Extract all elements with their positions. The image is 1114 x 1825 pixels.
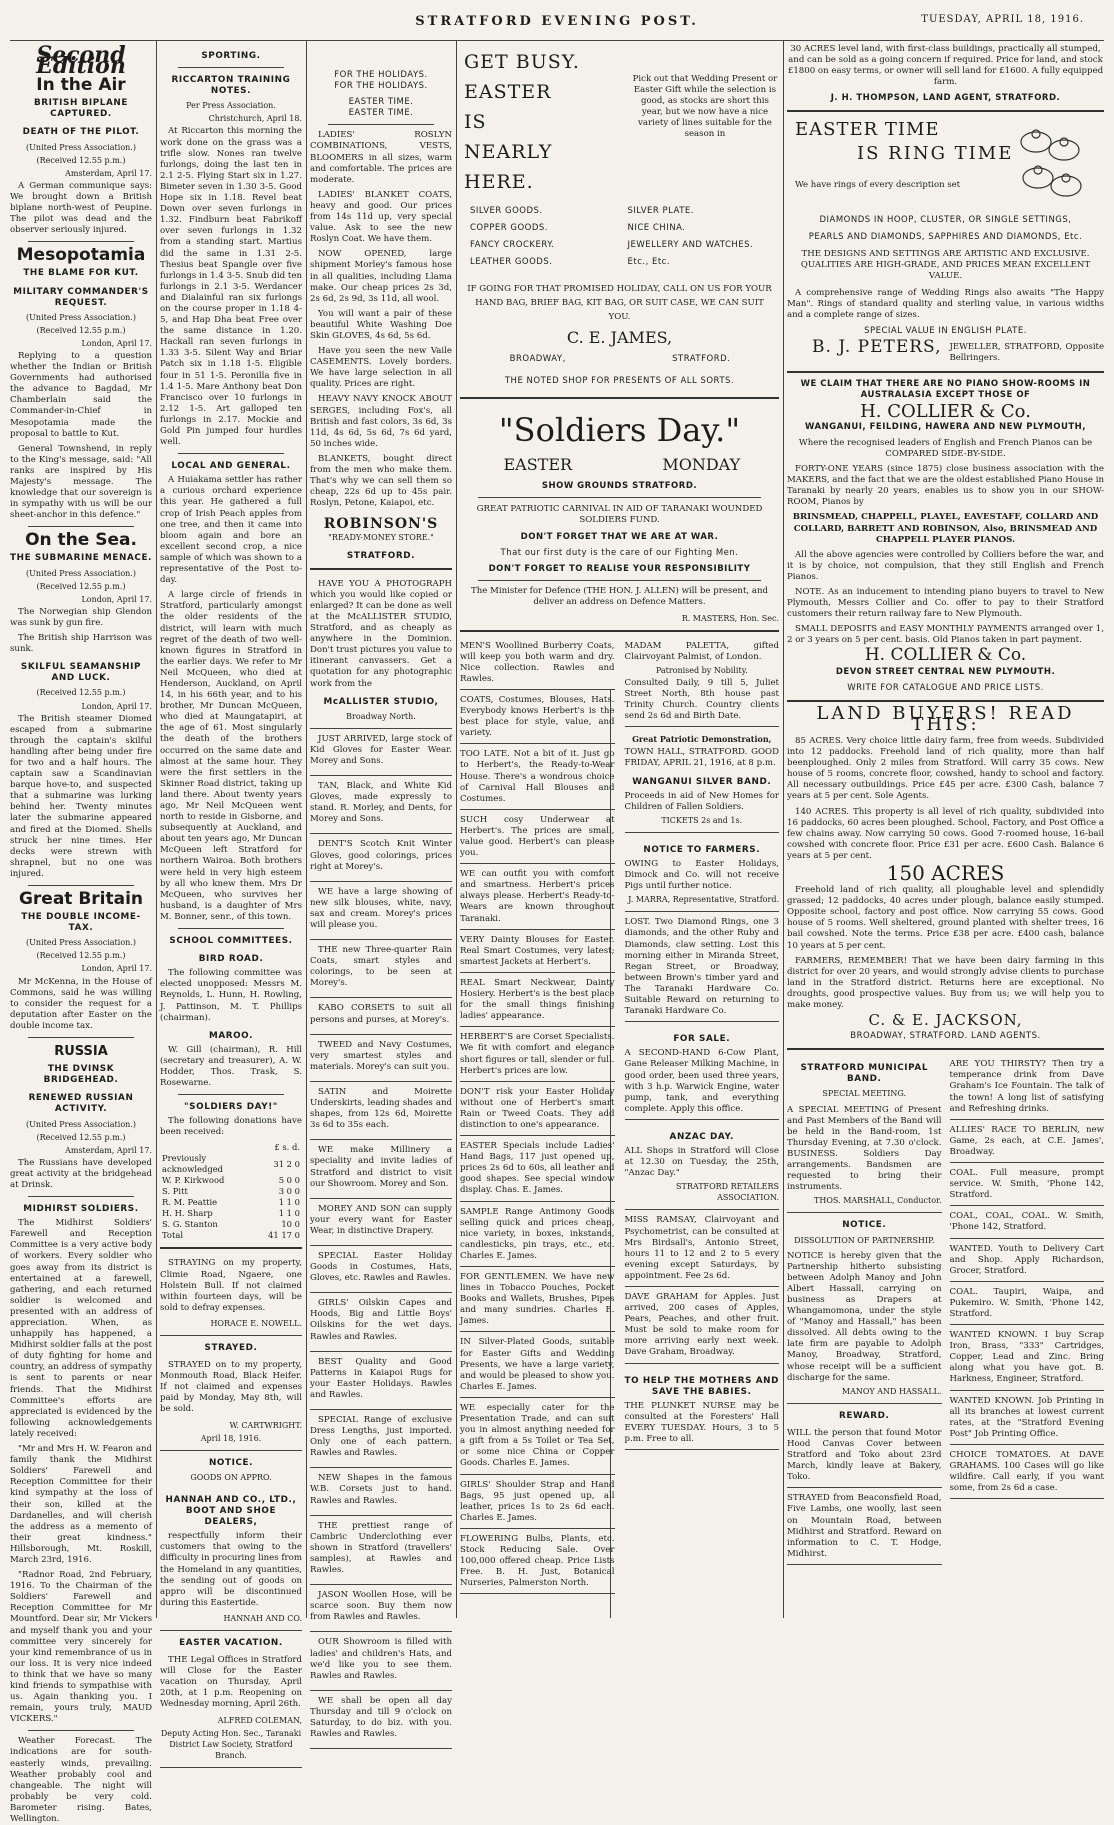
divider	[178, 67, 284, 68]
advert-line: STRATFORD.	[346, 550, 416, 561]
table-row: S. Pitt 3 0 0	[162, 1186, 300, 1197]
headline: RICCARTON TRAINING NOTES.	[171, 75, 291, 97]
advert-item: HEAVY NAVY KNOCK ABOUT SERGES, including Fox's, all British and fast colors, 3s 6d, 3s 11d, 4s 6d, 5s 6d, 7s 6d yard, 50 inches wide.	[310, 394, 452, 449]
advert-line: WE CLAIM THAT THERE ARE NO PIANO SHOW-ROOMS IN AUSTRALASIA EXCEPT THOSE OF	[800, 378, 1091, 400]
headline: RENEWED RUSSIAN ACTIVITY.	[28, 1093, 134, 1115]
advert-item: NOW OPENED, large shipment Morley's famous hose in all qualities, including Llama make. Our cheap prices 2s 3d, 2s 6d, 2s 9d, 3s 11d, all wool.	[310, 249, 452, 304]
headline: THE BLAME FOR KUT.	[23, 268, 139, 279]
article-text: Mr McKenna, in the House of Commons, said he was willing to consider the request for a deputation after Easter on the double income tax.	[10, 976, 152, 1031]
divider	[787, 371, 1104, 373]
masthead-title: STRATFORD EVENING POST.	[415, 14, 699, 29]
advert-line: That our first duty is the care of our Fighting Men.	[500, 548, 739, 559]
dateline: Amsterdam, April 17.	[65, 168, 152, 178]
divider	[28, 885, 134, 886]
divider	[178, 1094, 284, 1095]
received: (Received 12.55 p.m.)	[36, 951, 126, 961]
advert: STRAYED on to my property, Monmouth Road, Black Heifer. If not claimed and expenses paid by Monday, May 8th, will be sold. W. CARTWRIGHT. April 18, 1916.	[160, 1357, 302, 1451]
advert: WE shall be open all day Thursday and till 9 o'clock on Saturday, to do biz. with you. Rawles and Rawles.	[310, 1693, 452, 1749]
article-text: "Radnor Road, 2nd February, 1916. To the Chairman of the Soldiers' Farewell and Reception Committee for Mr Mountford. Dear sir, Mr Vickers and myself thank you and your committee very sincerely for your kind remembrance of us in our loss. It is very nice indeed to think that we have so many kind friends to sympathise with us. Again thanking you. I remain, yours truly, MAUD VICKERS."	[10, 1570, 152, 1725]
peters: B. J. PETERS, JEWELLER, STRATFORD, Opposite Bellringers.	[812, 337, 1104, 364]
advert: THE prettiest range of Cambric Underclothing ever shown in Stratford (travellers' samples), at Rawles and Rawles.	[310, 1518, 452, 1585]
ring-icon	[1016, 122, 1086, 206]
column-adverts	[460, 44, 779, 1616]
table-row: R. M. Peattie 1 1 0	[162, 1197, 300, 1208]
article-text: A Huiakama settler has rather a curious orchard experience this year. He gathered a full crop of Irish Peach apples from one tree, and then it came into bloom again and bore an excellent second crop, a nice sample of which was shown to a representative of the Post to-day.	[160, 475, 302, 586]
headline: BRITISH BIPLANE CAPTURED.	[34, 98, 128, 120]
column-land	[787, 44, 1104, 1616]
article-text: Replying to a question whether the Indian or British Governments had authorised the advance to Bagdad, Mr Chamberlain said the Commander-in-Chief in Mesopotamia made the proposal to battle to Kut.	[10, 350, 152, 439]
article-text: The following donations have been received:	[160, 1116, 302, 1138]
dateline: London, April 17.	[81, 701, 152, 711]
advert-line: BROADWAY, STRATFORD. LAND AGENTS.	[850, 1031, 1041, 1042]
collier-title: H. COLLIER & Co.	[860, 400, 1031, 422]
adverts-left: MEN'S Woollined Burberry Coats, will keep you both warm and dry. Nice collection. Rawles and Rawles. COATS, Costumes, Blouses, Hats. Everybody knows Herbert's is the best place for style, value, and variety. TOO LATE. Not a bit of it. Just go to Herbert's, the Ready-to-Wear House. There's a wondrous choice of Carnival Hall Blouses and Costumes. SUCH cosy Underwear at Herbert's. The prices are small, value good. Herbert's can please you. WE can outfit you with comfort and smartness. Herbert's prices always please. Herbert's Ready-to-Wears are known throughout Taranaki. VERY Dainty Blouses for Easter. Real Smart Costumes, very latest; smartest Jackets at Herbert's. REAL Smart Neckwear, Dainty Hosiery. Herbert's is the best place for the small things finishing ladies' appearance. HERBERT'S are Corset Specialists. We fit with comfort and elegance short figures or tall, slender or full. Herbert's prices are low. DON'T risk your Easter Holiday without one of Herbert's smart Rain or Tweed Coats. They add distinction to one's appearance. EASTER Specials include Ladies' Hand Bags, 117 just opened up, prices 2s 6d to 60s, all leather and good shapes. See special window display. Chas. E. James. SAMPLE Range Antimony Goods selling quick and prices cheap, nice variety, in boxes, inkstands, candlesticks, pin trays, etc., etc. Charles E. James. FOR GENTLEMEN. We have new lines in Tobacco Pouches, Pocket Books and Wallets, Brushes, Pipes and many sundries. Charles E. James. IN Silver-Plated Goods, suitable for Easter Gifts and Wedding Presents, we have a large variety, and would be pleased to show you. Charles E. James. WE especially cater for the Presentation Trade, and can suit you in almost anything needed for a gift from a 5s Toilet or Tea Set, or some nice China or Copper Goods. Charles E. James. GIRLS' Shoulder Strap and Hand Bags, 95 just opened up, all leather, prices 1s to 2s 6d each. Charles E. James. FLOWERING Bulbs, Plants, etc. Stock Reducing Sale. Over 100,000 offered cheap. Price Lists Free. B. H. Just, Botanical Nurseries, Palmerston North.	[460, 638, 615, 1597]
advert: SPECIAL Easter Holiday Goods in Costumes, Hats, Gloves, etc. Rawles and Rawles.	[310, 1248, 452, 1293]
advert: WE have a large showing of new silk blouses, white, navy, sax and cream. Morey's prices will please you.	[310, 884, 452, 940]
dateline: Christchurch, April 18.	[208, 114, 302, 124]
advert-item: Have you seen the new Vaile CASEMENTS. Lovely borders. We have large selection in all quality. Prices are right.	[310, 346, 452, 390]
dateline: London, April 17.	[81, 594, 152, 604]
divider	[28, 1037, 134, 1038]
advert: BEST Quality and Good Patterns in Kaiapoi Rugs for your Easter Holidays. Rawles and Rawles.	[310, 1354, 452, 1410]
advert-text: SMALL DEPOSITS and EASY MONTHLY PAYMENTS arranged over 1, 2 or 3 years on 5 per cent. basis. Old Pianos taken in part payment.	[787, 624, 1104, 646]
divider	[328, 124, 434, 125]
headline-sea: On the Sea.	[25, 530, 137, 551]
table-row: S. G. Stanton 10 0	[162, 1219, 300, 1230]
advert-text: Where the recognised leaders of English and French Pianos can be COMPARED SIDE-BY-SIDE.	[798, 437, 1093, 459]
headline: STRAYED.	[204, 1343, 258, 1353]
headline: BIRD ROAD.	[198, 954, 264, 965]
headline: SCHOOL COMMITTEES.	[169, 936, 293, 947]
advert-text: 140 ACRES. This property is all level of rich quality, subdivided into 16 paddocks, 60 acres been ploughed. School, Factory, and Post Office a few chains away. Now carrying 50 cows. Good 7-roomed house, 16-bail cowshed with concrete floor. Price £31 per acre. £600 Cash. Balance 6 years at 5 per cent.	[787, 806, 1104, 861]
article-text: At Riccarton this morning the work done on the grass was a trifle slow. Nones ran twelve furlongs, doing the last ten in 2.1 2-5. Flying Start six in 1.27. Bimeter seven in 1.30 3-5. Good Hope six in 1.18. Revel beat Down over seven furlongs in 1.32. Findburn beat Fabrikoff over seven furlongs in 1.32 from a standing start. Martius did the same in 1.31 2-5. Thesius beat Spangle over five furlongs in 1.4 3-5. Snub did ten furlongs in 2.1 3-5. Werdancer and Dialainful ran six furlongs on the course proper in 1.18 4-5, and Hap Dha beat Free over the same distance in 1.20. Hackall ran seven furlongs in 1.33 3-5. Silent Way and Briar Patch six in 1.18 1-5. Eligible four in 51 1-5. Peronilla five in 1.4 1-5. Mare Anthony beat Don Francisco over 10 furlongs in 2.12 1-5. Art galloped ten furlongs in 2.17. Mockie and Gold Pin jumped four hurdles well.	[160, 126, 302, 448]
robinsons-title: ROBINSON'S	[323, 516, 439, 533]
soldiers-day-title: "Soldiers Day."	[498, 410, 741, 449]
masthead	[0, 0, 1114, 38]
advert: SPECIAL Range of exclusive Dress Lengths, just imported. Only one of each pattern. Rawles and Rawles.	[310, 1412, 452, 1468]
table-row: Total 41 17 0	[162, 1230, 300, 1241]
divider	[160, 1247, 302, 1249]
column-rule	[783, 40, 784, 1618]
divider	[28, 1196, 134, 1197]
advert-text: NOTE. As an inducement to intending piano buyers to travel to New Plymouth, Messrs Collier and Co. offer to pay to their Stratford customers their return railway fare to New Plymouth.	[787, 587, 1104, 620]
article-text: "Mr and Mrs H. W. Fearon and family thank the Midhirst Soldiers' Farewell and Reception Committee for their kind sympathy at the loss of their son, killed at the Dardanelles, and will cherish the address as a memento of their great kindness." Hillsborough, Mt. Roskill, March 23rd, 1916.	[10, 1444, 152, 1565]
received: (Received 12.55 p.m.)	[36, 325, 126, 335]
advert: MOREY AND SON can supply your every want for Easter Wear, in distinctive Drapery.	[310, 1201, 452, 1246]
headline-mesopotamia: Mesopotamia	[16, 245, 146, 266]
headline: THE DOUBLE INCOME-TAX.	[21, 912, 141, 934]
advert-line: J. H. THOMPSON, LAND AGENT, STRATFORD.	[830, 93, 1061, 104]
advert-line: SHOW GROUNDS STRATFORD.	[541, 480, 698, 491]
received: (Received 12.55 p.m.)	[36, 688, 126, 698]
article-text: A large circle of friends in Stratford, particularly amongst the older residents of the district, will learn with much regret of the death of two well-known figures in Stratford in the earlier days. We refer to Mr Neil McQueen, who died at Henderson, Auckland, on April 14, in his 66th year, and to his brother, Mr Duncan McQueen, who died at Maungatapiri, at the age of 61. Most singularly the death of the brothers occurred on the same date and almost at the same hour. They were the first settlers in the Skinner Road district, taking up land there. About twenty years ago, Mr Neil McQueen went north to reside in Gisborne, and subsequently at Auckland, and about ten years ago, Mr Duncan McQueen left Stratford for northern Wairoa. Both brothers were held in very high esteem by all who knew them. Mrs Dr McQueen, who survives her husband, is a daughter of Mrs M. Bonner, senr., of this town.	[160, 590, 302, 922]
divider	[787, 700, 1104, 702]
article-text: The Norwegian ship Glendon was sunk by gun fire.	[10, 606, 152, 628]
article-text: The Russians have developed great activity at the bridgehead at Drinsk.	[10, 1157, 152, 1190]
column-rule	[456, 40, 457, 1618]
getbusy-advert: GET BUSY. EASTER IS NEARLY HERE. Pick out that Wedding Present or Easter Gift while the selection is good, as stocks are short this year, but we now have a nice variety of lines suitable for the season in	[464, 51, 778, 193]
headline: MILITARY COMMANDER'S REQUEST.	[13, 286, 149, 308]
source: (United Press Association.)	[26, 142, 136, 152]
advert: SATIN and Moirette Underskirts, leading shades and shapes, from 12s 6d, Moirette 3s 6d to 35s each.	[310, 1084, 452, 1140]
source: (United Press Association.)	[26, 312, 136, 322]
advert-line: SPECIAL VALUE IN ENGLISH PLATE.	[864, 326, 1027, 337]
advert: THE new Three-quarter Rain Coats, smart styles and colorings, to be seen at Morey's.	[310, 942, 452, 998]
article-text: The British ship Harrison was sunk.	[10, 633, 152, 655]
land-buyers-title: LAND BUYERS! READ THIS:	[816, 702, 1075, 735]
advert-head: EASTER TIME. EASTER TIME.	[348, 97, 414, 119]
advert-line: DON'T FORGET THAT WE ARE AT WAR.	[520, 532, 719, 543]
advert-line: PEARLS AND DIAMONDS, SAPPHIRES AND DIAMONDS, Etc.	[808, 231, 1083, 242]
source: (United Press Association.)	[26, 1119, 136, 1129]
edition-title: Second Edition	[36, 42, 126, 80]
article-text: General Townshend, in reply to the King's message, said: "All ranks are inspired by His Majesty's message. The knowledge that our sovereign is in sympathy with us will be our sheet-anchor in this defence."	[10, 443, 152, 521]
advert: JASON Woollen Hose, will be scarce soon. Buy them now from Rawles and Rawles.	[310, 1587, 452, 1632]
divider	[28, 241, 134, 242]
dateline: Amsterdam, April 17.	[65, 1145, 152, 1155]
headline: LOCAL AND GENERAL.	[171, 461, 291, 472]
advert-text: FORTY-ONE YEARS (since 1875) close business association with the MAKERS, and the fact that we are the oldest established Piano House in Taranaki by nearly 20 years, enables us to show you in our SHOW-ROOM, Pianos by	[787, 464, 1104, 508]
headline: DEATH OF THE PILOT.	[22, 127, 140, 138]
advert: STRAYING on my property, Climie Road, Ngaere, one Holstein Bull. If not claimed within fourteen days, will be sold to defray expenses. HORACE E. NOWELL.	[160, 1255, 302, 1336]
advert: JUST ARRIVED, large stock of Kid Gloves for Easter Wear. Morey and Sons.	[310, 731, 452, 776]
advert-line: WANGANUI, FEILDING, HAWERA AND NEW PLYMOUTH,	[804, 421, 1087, 432]
weather-forecast: Weather Forecast. The indications are for south-easterly winds, prevailing. Weather probably cool and changeable. The night will probably be very cold. Barometer rising. Bates, Wellington.	[10, 1736, 152, 1825]
advert-line: DEVON STREET CENTRAL NEW PLYMOUTH.	[835, 666, 1056, 677]
table-row: W. P. Kirkwood 5 0 0	[162, 1175, 300, 1186]
headline: EASTER VACATION.	[179, 1637, 283, 1648]
advert: TWEED and Navy Costumes, very smartest styles and materials. Morey's can suit you.	[310, 1037, 452, 1082]
divider	[787, 1048, 1104, 1050]
small-adverts	[460, 638, 779, 1597]
advert: KABO CORSETS to suit all persons and purses, at Morey's.	[310, 1000, 452, 1034]
advert: THE Legal Offices in Stratford will Close for the Easter vacation on Thursday, April 20th, at 1 p.m. Reopening on Wednesday morning, April 26th. ALFRED COLEMAN, Deputy Acting Hon. Sec., Taranaki District Law Society, Stratford Branch.	[160, 1652, 302, 1768]
divider	[310, 568, 452, 570]
column-rule	[306, 40, 307, 1618]
advert-text: 30 ACRES level land, with first-class buildings, practically all stumped, and can be sold as a going concern if required. Price for land, and stock £1800 on easy terms, or owner will sell land for £1600. A fully equipped farm.	[787, 44, 1104, 88]
cejames-title: C. E. JAMES,	[566, 328, 673, 348]
source: (United Press Association.)	[26, 568, 136, 578]
article-text: A German communique says: We brought down a British biplane north-west of Peupine. The pilot was dead and the observer seriously injured.	[10, 180, 152, 236]
column-news	[10, 42, 153, 1825]
advert-text: FARMERS, REMEMBER! That we have been dairy farming in this district for over 20 years, and would strongly advise clients to purchase land in the Stratford district. Returns here are exceptional. No droughts, good prospective values. Buy from us; we will help you to make money.	[787, 955, 1104, 1010]
divider	[460, 397, 779, 399]
headline: NOTICE.	[208, 1457, 254, 1468]
headline-russia: RUSSIA	[54, 1044, 108, 1060]
advert-text: The Minister for Defence (THE HON. J. ALLEN) will be present, and deliver an address on Defence Matters.	[470, 586, 769, 608]
advert-text: 85 ACRES. Very choice little dairy farm, free from weeds. Subdivided into 12 paddocks. Freehold land of rich quality, more than half beenploughed. Only 2 miles from Stratford. Will carry 35 cows. New house of 5 rooms, concrete floor, cowshed, handy to school and factory. All necessary outbuildings. Price £45 per acre. £300 Cash, balance 7 years at 5 per cent. Sole Agents.	[787, 735, 1104, 802]
advert-line: WRITE FOR CATALOGUE AND PRICE LISTS.	[847, 682, 1044, 693]
divider	[178, 453, 284, 454]
adverts-right: MADAM PALETTA, gifted Clairvoyant Palmist, of London. Patronised by Nobility. Consulted Daily, 9 till 5, Juliet Street North, 8th house past Trinity Church. Country clients send 2s 6d and Birth Date. Great Patriotic Demonstration, TOWN HALL, STRATFORD. GOOD FRIDAY, APRIL 21, 1916, at 8 p.m. WANGANUI SILVER BAND. Proceeds in aid of New Homes for Children of Fallen Soldiers. TICKETS 2s and 1s. NOTICE TO FARMERS. OWING to Easter Holidays, Dimock and Co. will not receive Pigs until further notice. J. MARRA, Representative, Stratford. LOST. Two Diamond Rings, one 3 diamonds, and the other Ruby and Diamonds, claw setting. Lost this morning either in Miranda Street, Regan Street, or Broadway, between Brown's timber yard and The Taranaki Hardware Co. Suitable Reward on returning to Taranaki Hardware Co. FOR SALE. A SECOND-HAND 6-Cow Plant, Gane Releaser Milking Machine, in good order, been used three years, with 3 h.p. Warwick Engine, water pump, tank, and everything complete. Apply this office. ANZAC DAY. ALL Shops in Stratford will Close at 12.30 on Tuesday, the 25th, "Anzac Day." STRATFORD RETAILERS ASSOCIATION. MISS RAMSAY, Clairvoyant and Psychometrist, can be consulted at Mrs Birdsall's, Antonio Street, hours 11 to 12 and 2 to 5 every evening except Saturdays, by appointment. Fee 2s 6d. DAVE GRAHAM for Apples. Just arrived, 200 cases of Apples, Pears, Peaches, and other fruit. Must be sold to make room for more arriving early next week. Dave Graham, Broadway. TO HELP THE MOTHERS AND SAVE THE BABIES. THE PLUNKET NURSE may be consulted at the Foresters' Hall EVERY TUESDAY. Hours, 3 to 5 p.m. Free to all.	[625, 638, 780, 1597]
advert: OUR Showroom is filled with ladies' and children's Hats, and we'd like you to see them. Rawles and Rawles.	[310, 1634, 452, 1690]
divider	[478, 497, 761, 498]
received: (Received 12.55 p.m.)	[36, 1132, 126, 1142]
adverts-right: ARE YOU THIRSTY? Then try a temperance drink from Dave Graham's Ice Fountain. The talk of the town! A long list of satisfying and Refreshing drinks. ALLIES' RACE TO BERLIN, new Game, 2s each, at C.E. James', Broadway. COAL. Full measure, prompt service. W. Smith, 'Phone 142, Stratford. COAL, COAL, COAL. W. Smith, 'Phone 142, Stratford. WANTED. Youth to Delivery Cart and Shop. Apply Richardson, Grocer, Stratford. COAL. Taupiri, Waipa, and Pukemiro. W. Smith, 'Phone 142, Stratford. WANTED KNOWN. I buy Scrap Iron, Brass, "333" Cartridges, Copper, Lead and Zinc. Bring along what you have got. B. Harkness, Engineer, Stratford. WANTED KNOWN. Job Printing in all its branches at lowest current rates, at the "Stratford Evening Post" Job Printing Office. CHOICE TOMATOES. At DAVE GRAHAMS. 100 Cases will go like wildfire. Call early, if you want some, from 2s 6d a case.	[950, 1056, 1105, 1567]
article-text: The British steamer Diomed escaped from a submarine through the captain's skilful handling after being under fire for two and a half hours. The captain saw a Scandinavian barque hove-to, and suspected that a submarine was lurking behind her. Twenty minutes later the submarine appeared and fired at the Diomed. Shells struck her nine times. Her decks were strewn with shrapnel, but no one was injured.	[10, 713, 152, 879]
address: BROADWAY, STRATFORD.	[509, 354, 731, 365]
advert-head: FOR THE HOLIDAYS. FOR THE HOLIDAYS.	[334, 70, 428, 92]
goods-list: SILVER GOODS. COPPER GOODS. FANCY CROCKERY. LEATHER GOODS. SILVER PLATE. NICE CHINA. JEWELLERY AND WATCHES. Etc., Etc.	[470, 206, 754, 268]
masthead-date: TUESDAY, APRIL 18, 1916.	[921, 14, 1084, 25]
source: Per Press Association.	[186, 101, 276, 111]
advert-line: THE NOTED SHOP FOR PRESENTS OF ALL SORTS.	[504, 375, 735, 386]
table-row: Previously acknowledged 31 2 0	[162, 1153, 300, 1175]
jackson-title: C. & E. JACKSON,	[868, 1011, 1023, 1030]
dateline: London, April 17.	[81, 338, 152, 348]
advert-item: LADIES' BLANKET COATS, heavy and good. Our prices from 14s 11d up, very special value. Ask to see the new Roslyn Coat. We have them.	[310, 189, 452, 245]
advert-text: THE DESIGNS AND SETTINGS ARE ARTISTIC AND EXCLUSIVE. QUALITIES ARE HIGH-GRADE, AND PRICES MEAN EXCELLENT VALUE.	[800, 248, 1091, 281]
donation-header: £ s. d.	[274, 1142, 300, 1153]
dateline: London, April 17.	[81, 964, 152, 974]
advert: GIRLS' Oilskin Capes and Hoods, Big and Little Boys' Oilskins for the wet days. Rawles and Rawles.	[310, 1295, 452, 1351]
advert: WE make Millinery a speciality and invite ladies of Stratford and district to visit our Showroom. Morey and Son.	[310, 1142, 452, 1198]
headline: SPORTING.	[201, 51, 261, 61]
column-drapery	[310, 44, 452, 1740]
headline: THE DVINSK BRIDGEHEAD.	[43, 1064, 119, 1086]
source: (United Press Association.)	[26, 938, 136, 948]
easter-monday: EASTER MONDAY	[503, 454, 741, 474]
divider	[460, 630, 779, 632]
advert: DENT'S Scotch Knit Winter Gloves, good colorings, prices right at Morey's.	[310, 836, 452, 881]
article-text: The Midhirst Soldiers' Farewell and Reception Committee is a very active body of workers. Every soldier who goes away from its district is entertained at a farewell, gathering, and each returned soldier is welcomed and presented with an address of appreciation. When, as unhappily has happened, a Midhirst soldier falls at the post of duty fighting for home and country, an address of sympathy is sent to parents or near friends. That the Midhirst Committee's efforts are appreciated is evidenced by the following acknowledgements lately received:	[10, 1218, 152, 1439]
small-adverts	[787, 1056, 1104, 1567]
column-rule	[156, 40, 157, 1618]
divider	[478, 580, 761, 581]
advert-photo: HAVE YOU A PHOTOGRAPH which you would like copied or enlarged? It can be done as well at the McALLISTER STUDIO, Stratford, and as cheaply as anywhere in the Dominion. Don't trust pictures you value to itinerant canvassers. Get a quotation for any photographic work from the McALLISTER STUDIO, Broadway North.	[310, 576, 452, 729]
donations-table	[160, 1142, 302, 1241]
advert: TAN, Black, and White Kid Gloves, made expressly to stand. R. Morley, and Dents, for Morey and Sons.	[310, 778, 452, 834]
headline: "SOLDIERS DAY!"	[184, 1102, 278, 1113]
adverts-left: STRATFORD MUNICIPAL BAND. SPECIAL MEETING. A SPECIAL MEETING of Present and Past Members of the Band will be held in the Band-room, 1st Thursday Evening, at 7.30 o'clock. BUSINESS. Soldiers Day arrangements. Bandsmen are requested to bring their instruments. THOS. MARSHALL, Conductor. NOTICE. DISSOLUTION OF PARTNERSHIP. NOTICE is hereby given that the Partnership hitherto subsisting between Adolph Manoy and John Albert Hassall, carrying on business as Drapers at Whangamomona, under the style of "Manoy and Hassall," has been dissolved. All debts owing to the late firm are payable to Adolph Manoy, Broadway, Stratford, whose receipt will be a sufficient discharge for the same. MANOY AND HASSALL. REWARD. WILL the person that found Motor Hood Canvas Cover between Stratford and Toko about 23rd March, kindly leave at Bakery, Toko. STRAYED from Beaconsfield Road, Five Lambs, one woolly, last seen on Mountain Road, between Midhirst and Stratford. Reward on information to C. T. Hodge, Midhirst.	[787, 1056, 942, 1567]
advert-text: Freehold land of rich quality, all ploughable level and splendidly grassed; 12 paddocks, 40 acres under plough, balance easily stumped. Opposite school, factory and post office. Now carrying 55 cows. Good house of 5 rooms. Well sheltered, ground planted with shelter trees, 16 bail cowshed. Note the terms. Price £38 per acre. £400 cash, balance 10 years at 5 per cent.	[787, 885, 1104, 951]
advert: NEW Shapes in the famous W.B. Corsets just to hand. Rawles and Rawles.	[310, 1470, 452, 1515]
headline: THE SUBMARINE MENACE.	[10, 553, 153, 564]
advert-text: BRINSMEAD, CHAPPELL, PLAYEL, EAVESTAFF, COLLARD AND COLLARD, BARRETT AND ROBINSON, Also, BRINSMEAD AND CHAPPELL PLAYER PIANOS.	[792, 512, 1099, 545]
masthead-rule	[10, 40, 1104, 41]
table-row: H. H. Sharp 1 1 0	[162, 1208, 300, 1219]
acres-title: 150 ACRES	[886, 860, 1005, 885]
advert-item: You will want a pair of these beautiful White Washing Doe Skin GLOVES, 4s 6d, 5s 6d.	[310, 308, 452, 341]
advert-line: DON'T FORGET TO REALISE YOUR RESPONSIBILITY	[488, 564, 751, 575]
article-text: W. Gill (chairman), R. Hill (secretary and treasurer), A. W. Hodder, Thos. Trask, S. Rosewarne.	[160, 1044, 302, 1089]
collier-title: H. COLLIER & Co.	[864, 645, 1027, 666]
headline: SKILFUL SEAMANSHIP AND LUCK.	[20, 662, 142, 684]
advert-line: DIAMONDS IN HOOP, CLUSTER, OR SINGLE SETTINGS,	[819, 215, 1072, 226]
advert-item: LADIES' ROSLYN COMBINATIONS, VESTS, BLOOMERS in all sizes, warm and comfortable. The prices are moderate.	[310, 130, 452, 185]
headline-air: In the Air	[36, 75, 126, 96]
advert-item: BLANKETS, bought direct from the men who make them. That's why we can sell them so cheap, 22s 6d up to 45s pair. Roslyn, Petone, Kaiapoi, etc.	[310, 453, 452, 509]
advert-text: All the above agencies were controlled by Colliers before the war, and it is by choice, not compulsion, that they still English and French Pianos.	[787, 549, 1104, 582]
divider	[787, 110, 1104, 112]
advert-line: GOODS ON APPRO.	[190, 1472, 272, 1482]
received: (Received 12.55 p.m.)	[36, 581, 126, 591]
headline: MIDHIRST SOLDIERS.	[23, 1204, 139, 1215]
ring-advert: EASTER TIME IS RING TIME We have rings of every description set	[787, 118, 1104, 210]
divider	[178, 928, 284, 929]
column-sporting	[160, 44, 302, 1760]
headline-britain: Great Britain	[18, 889, 144, 909]
advert: HANNAH AND CO., LTD., BOOT AND SHOE DEALERS, respectfully inform their customers that owing to the difficulty in procuring lines from the Homeland in any quantities, the sending out of goods on appro will be discontinued during this Eastertide. HANNAH AND CO.	[160, 1485, 302, 1631]
advert-text: IF GOING FOR THAT PROMISED HOLIDAY, CALL ON US FOR YOUR HAND BAG, BRIEF BAG, KIT BAG, OR SUIT CASE, WE CAN SUIT YOU.	[467, 284, 772, 323]
article-text: The following committee was elected unopposed: Messrs M. Reynolds, L. Hunn, H. Rowling, J. Pattinson, M. T. Phillips (chairman).	[160, 968, 302, 1023]
divider	[28, 526, 134, 527]
advert-line: "READY-MONEY STORE."	[328, 533, 434, 543]
signature: R. MASTERS, Hon. Sec.	[681, 613, 779, 623]
divider	[28, 1730, 134, 1731]
headline: MAROO.	[208, 1030, 254, 1041]
received: (Received 12.55 p.m.)	[36, 155, 126, 165]
advert-text: A comprehensive range of Wedding Rings also awaits "The Happy Man". Rings of standard quality and sterling value, in various widths and a complete range of sizes.	[787, 287, 1104, 321]
advert-text: GREAT PATRIOTIC CARNIVAL IN AID OF TARANAKI WOUNDED SOLDIERS FUND.	[476, 503, 763, 525]
